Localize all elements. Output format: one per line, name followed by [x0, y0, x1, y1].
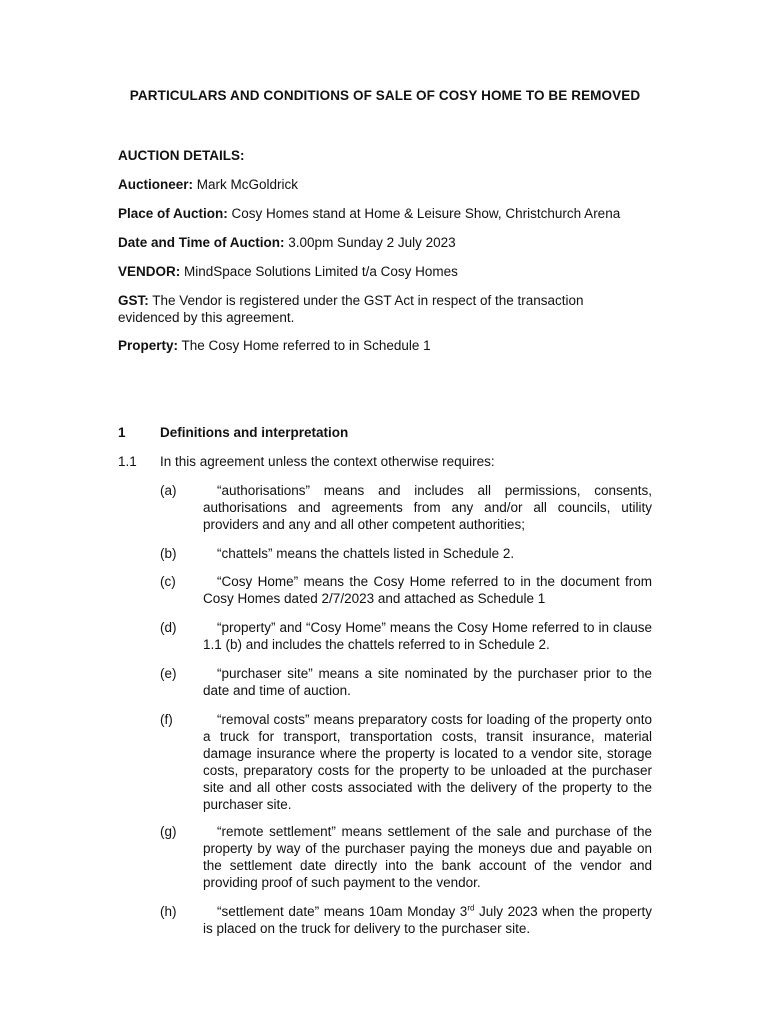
property-value: The Cosy Home referred to in Schedule 1	[181, 338, 431, 353]
auctioneer-value: Mark McGoldrick	[196, 177, 299, 192]
definition-letter: (f)	[160, 712, 173, 727]
definition-text: “remote settlement” means settlement of the sale and purchase of the property by way of the purchaser paying the moneys due and payable on the settlement date directly into the bank account of the vendor and providing proof of such payment to the vendor.	[203, 824, 652, 890]
definition-text-start: “settlement date” means 10am Monday 3	[217, 904, 468, 919]
gst-value: The Vendor is registered under the GST Act in respect of the transaction evidenced by this agreement.	[118, 293, 584, 325]
definition-letter: (a)	[160, 483, 177, 498]
definition-text: “property” and “Cosy Home” means the Cosy Home referred to in clause 1.1 (b) and includes the chattels referred to in Schedule 2.	[203, 620, 652, 652]
definition-text: “authorisations” means and includes all permissions, consents, authorisations and agreements from any and/or all councils, utility providers and any and all other competent authorities;	[203, 483, 652, 532]
clause-number: 1.1	[118, 454, 137, 469]
datetime-label: Date and Time of Auction:	[118, 235, 285, 250]
vendor-value: MindSpace Solutions Limited t/a Cosy Homes	[184, 264, 458, 279]
definition-text	[203, 903, 652, 937]
clause-text: In this agreement unless the context otherwise requires:	[160, 454, 495, 469]
definition-letter: (g)	[160, 824, 177, 839]
property-row	[118, 337, 653, 354]
datetime-value: 3.00pm Sunday 2 July 2023	[288, 235, 456, 250]
ordinal-suffix: rd	[467, 903, 475, 913]
gst-label: GST:	[118, 293, 149, 308]
definition-text: “chattels” means the chattels listed in Schedule 2.	[217, 546, 515, 561]
definition-letter: (b)	[160, 546, 177, 561]
auctioneer-row	[118, 176, 653, 193]
place-label: Place of Auction:	[118, 206, 228, 221]
gst-row	[118, 292, 618, 326]
definition-text-end: July 2023 when the property is placed on the truck for delivery to the purchaser site.	[203, 904, 653, 936]
definition-letter: (e)	[160, 666, 177, 681]
section-number: 1	[118, 425, 126, 440]
place-row	[118, 205, 653, 222]
document-title: PARTICULARS AND CONDITIONS OF SALE OF COSY HOME TO BE REMOVED	[129, 88, 641, 103]
definition-text: “purchaser site” means a site nominated by the purchaser prior to the date and time of auction.	[203, 666, 652, 698]
auctioneer-label: Auctioneer:	[118, 177, 194, 192]
place-value: Cosy Homes stand at Home & Leisure Show, Christchurch Arena	[231, 206, 621, 221]
vendor-label: VENDOR:	[118, 264, 181, 279]
definition-letter: (d)	[160, 620, 177, 635]
property-label: Property:	[118, 338, 179, 353]
definition-text: “removal costs” means preparatory costs for loading of the property onto a truck for transport, transportation costs, transit insurance, material damage insurance where the property is located to a vendor site, storage costs, preparatory costs for the property to be unloaded at the purchaser site and all other costs associated with the delivery of the property to the purchaser site.	[203, 712, 652, 812]
auction-details-heading: AUCTION DETAILS:	[118, 148, 245, 163]
datetime-row	[118, 234, 653, 251]
vendor-row	[118, 263, 653, 280]
definition-letter: (h)	[160, 904, 177, 919]
definition-text: “Cosy Home” means the Cosy Home referred to in the document from Cosy Homes dated 2/7/2023 and attached as Schedule 1	[203, 574, 652, 606]
definition-letter: (c)	[160, 574, 176, 589]
section-title: Definitions and interpretation	[160, 425, 349, 440]
